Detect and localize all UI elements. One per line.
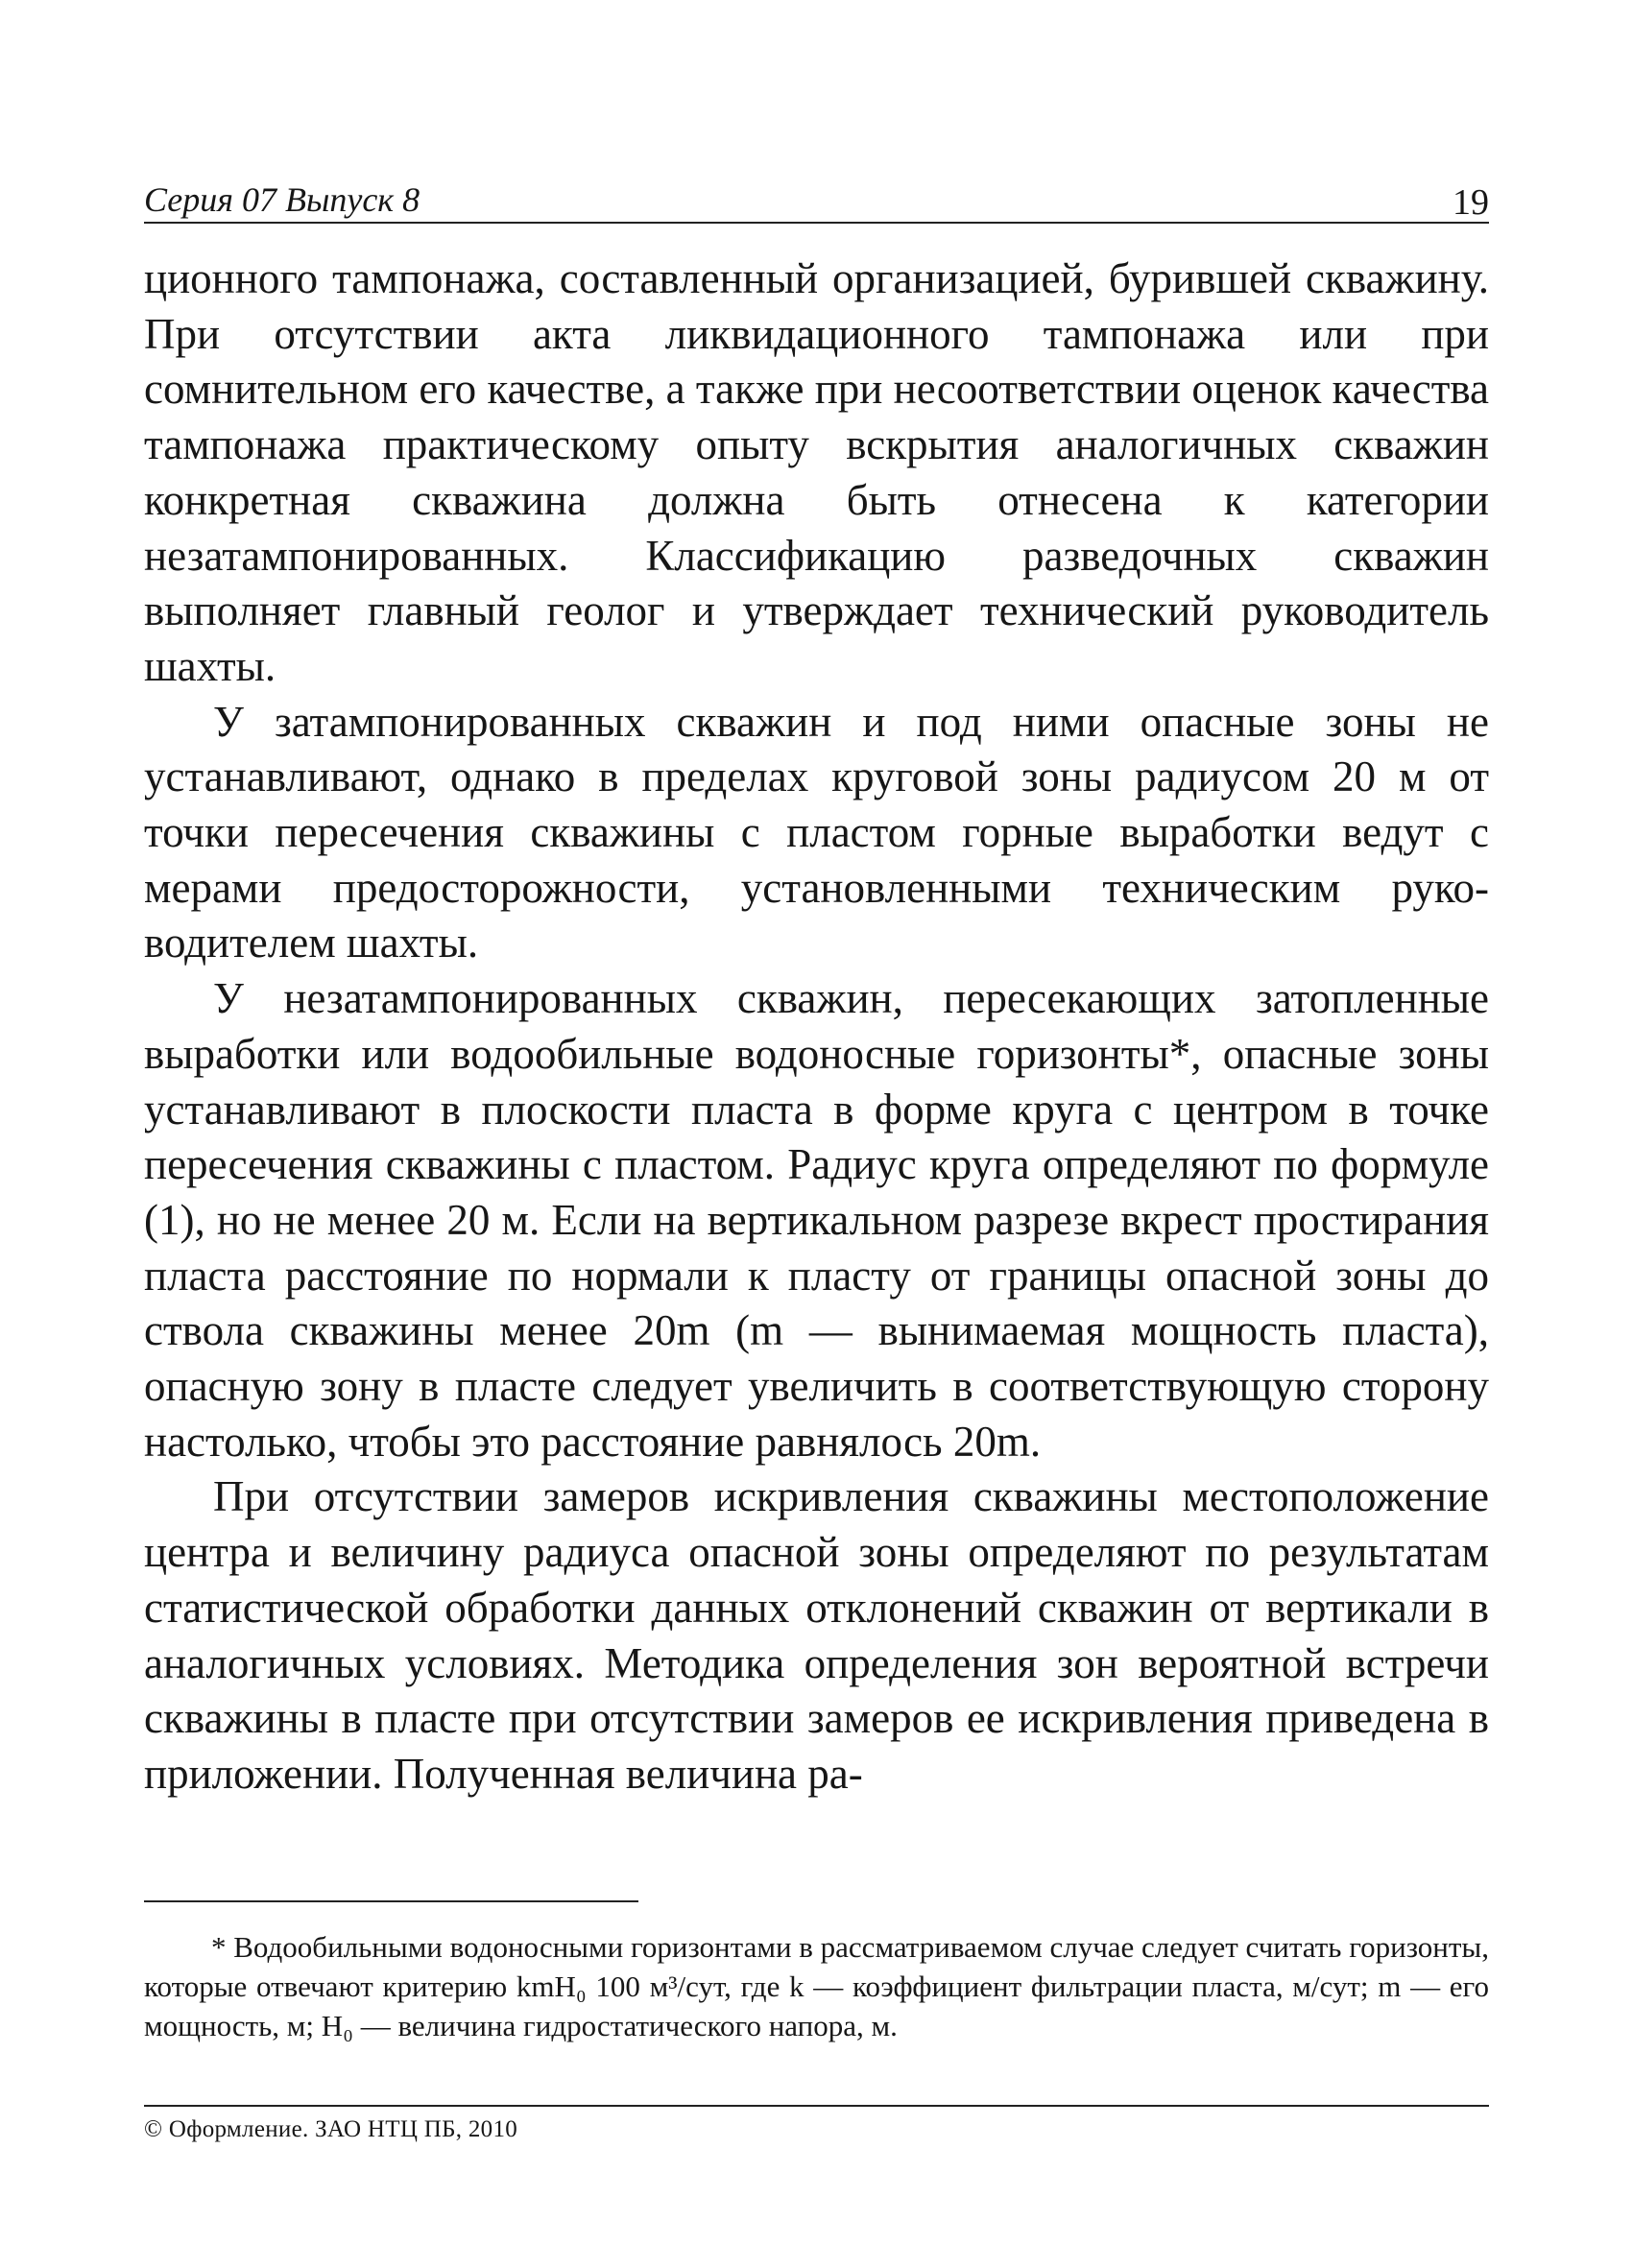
- footer-divider: [144, 2105, 1489, 2107]
- paragraph-curvature: При отсутствии замеров искривления скважины местоположение центра и величину радиуса опасной зоны определяют по результатам статистической обработки данных отклонений скважин от вертикали в аналогичных условиях. Методика определения зон вероятной встречи скважины в пласте при отсутствии замеров ее искривления приведена в приложении. Полученная величина ра-: [144, 1472, 1489, 1798]
- footnote-divider: [144, 1900, 638, 1902]
- page-number: 19: [1453, 182, 1489, 223]
- paragraph-unplugged-wells: У незатампонированных скважин, пересекающих затопленные выработки или водообильные водоносные горизонты*, опасные зоны устанавливают в плоскости пласта в форме круга с центром в точке пересечения скважины с пластом. Радиус круга определяют по формуле (1), но не менее 20 м. Если на вертикальном разрезе вкрест простирания пласта расстояние по нормали к пласту от границы опасной зоны до ствола скважины менее 20m (m — вынимаемая мощность пласта), опасную зону в пласте следует увеличить в соответствующую сторону настолько, чтобы это расстояние равнялось 20m.: [144, 974, 1489, 1466]
- document-page: [144, 0, 1489, 2268]
- body-text: [144, 251, 1489, 1802]
- paragraph-continued: ционного тампонажа, составленный организацией, бурившей скважину. При отсутствии акта ликвидационного тампонажа или при сомнительном его качестве, а также при несоответствии оценок качества тампонажа практическому опыту вскрытия аналогичных скважин конкретная скважина должна быть отнесена к категории незатампонированных. Классификацию разведочных скважин выполняет главный геолог и утверждает технический руководитель шахты.: [144, 254, 1489, 690]
- copyright-footer: © Оформление. ЗАО НТЦ ПБ, 2010: [144, 2116, 518, 2142]
- series-label: Серия 07 Выпуск 8: [144, 180, 420, 219]
- footnote: * Водообильными водоносными горизонтами в рассматриваемом случае следует считать горизонты, которые отвечают критерию kmH₀ 100 м³/сут, где k — коэффициент фильтрации пласта, м/сут; m — его мощность, м; H₀ — величина гидростатического напора, м.: [144, 1930, 1490, 2042]
- running-head: [144, 176, 1489, 224]
- paragraph-plugged-wells: У затампонированных скважин и под ними опасные зоны не устанавливают, однако в пределах круговой зоны радиусом 20 м от точки пересечения скважины с пластом горные выработки ведут с мерами предосторожности, установленными техническим руководителем шахты.: [144, 697, 1489, 967]
